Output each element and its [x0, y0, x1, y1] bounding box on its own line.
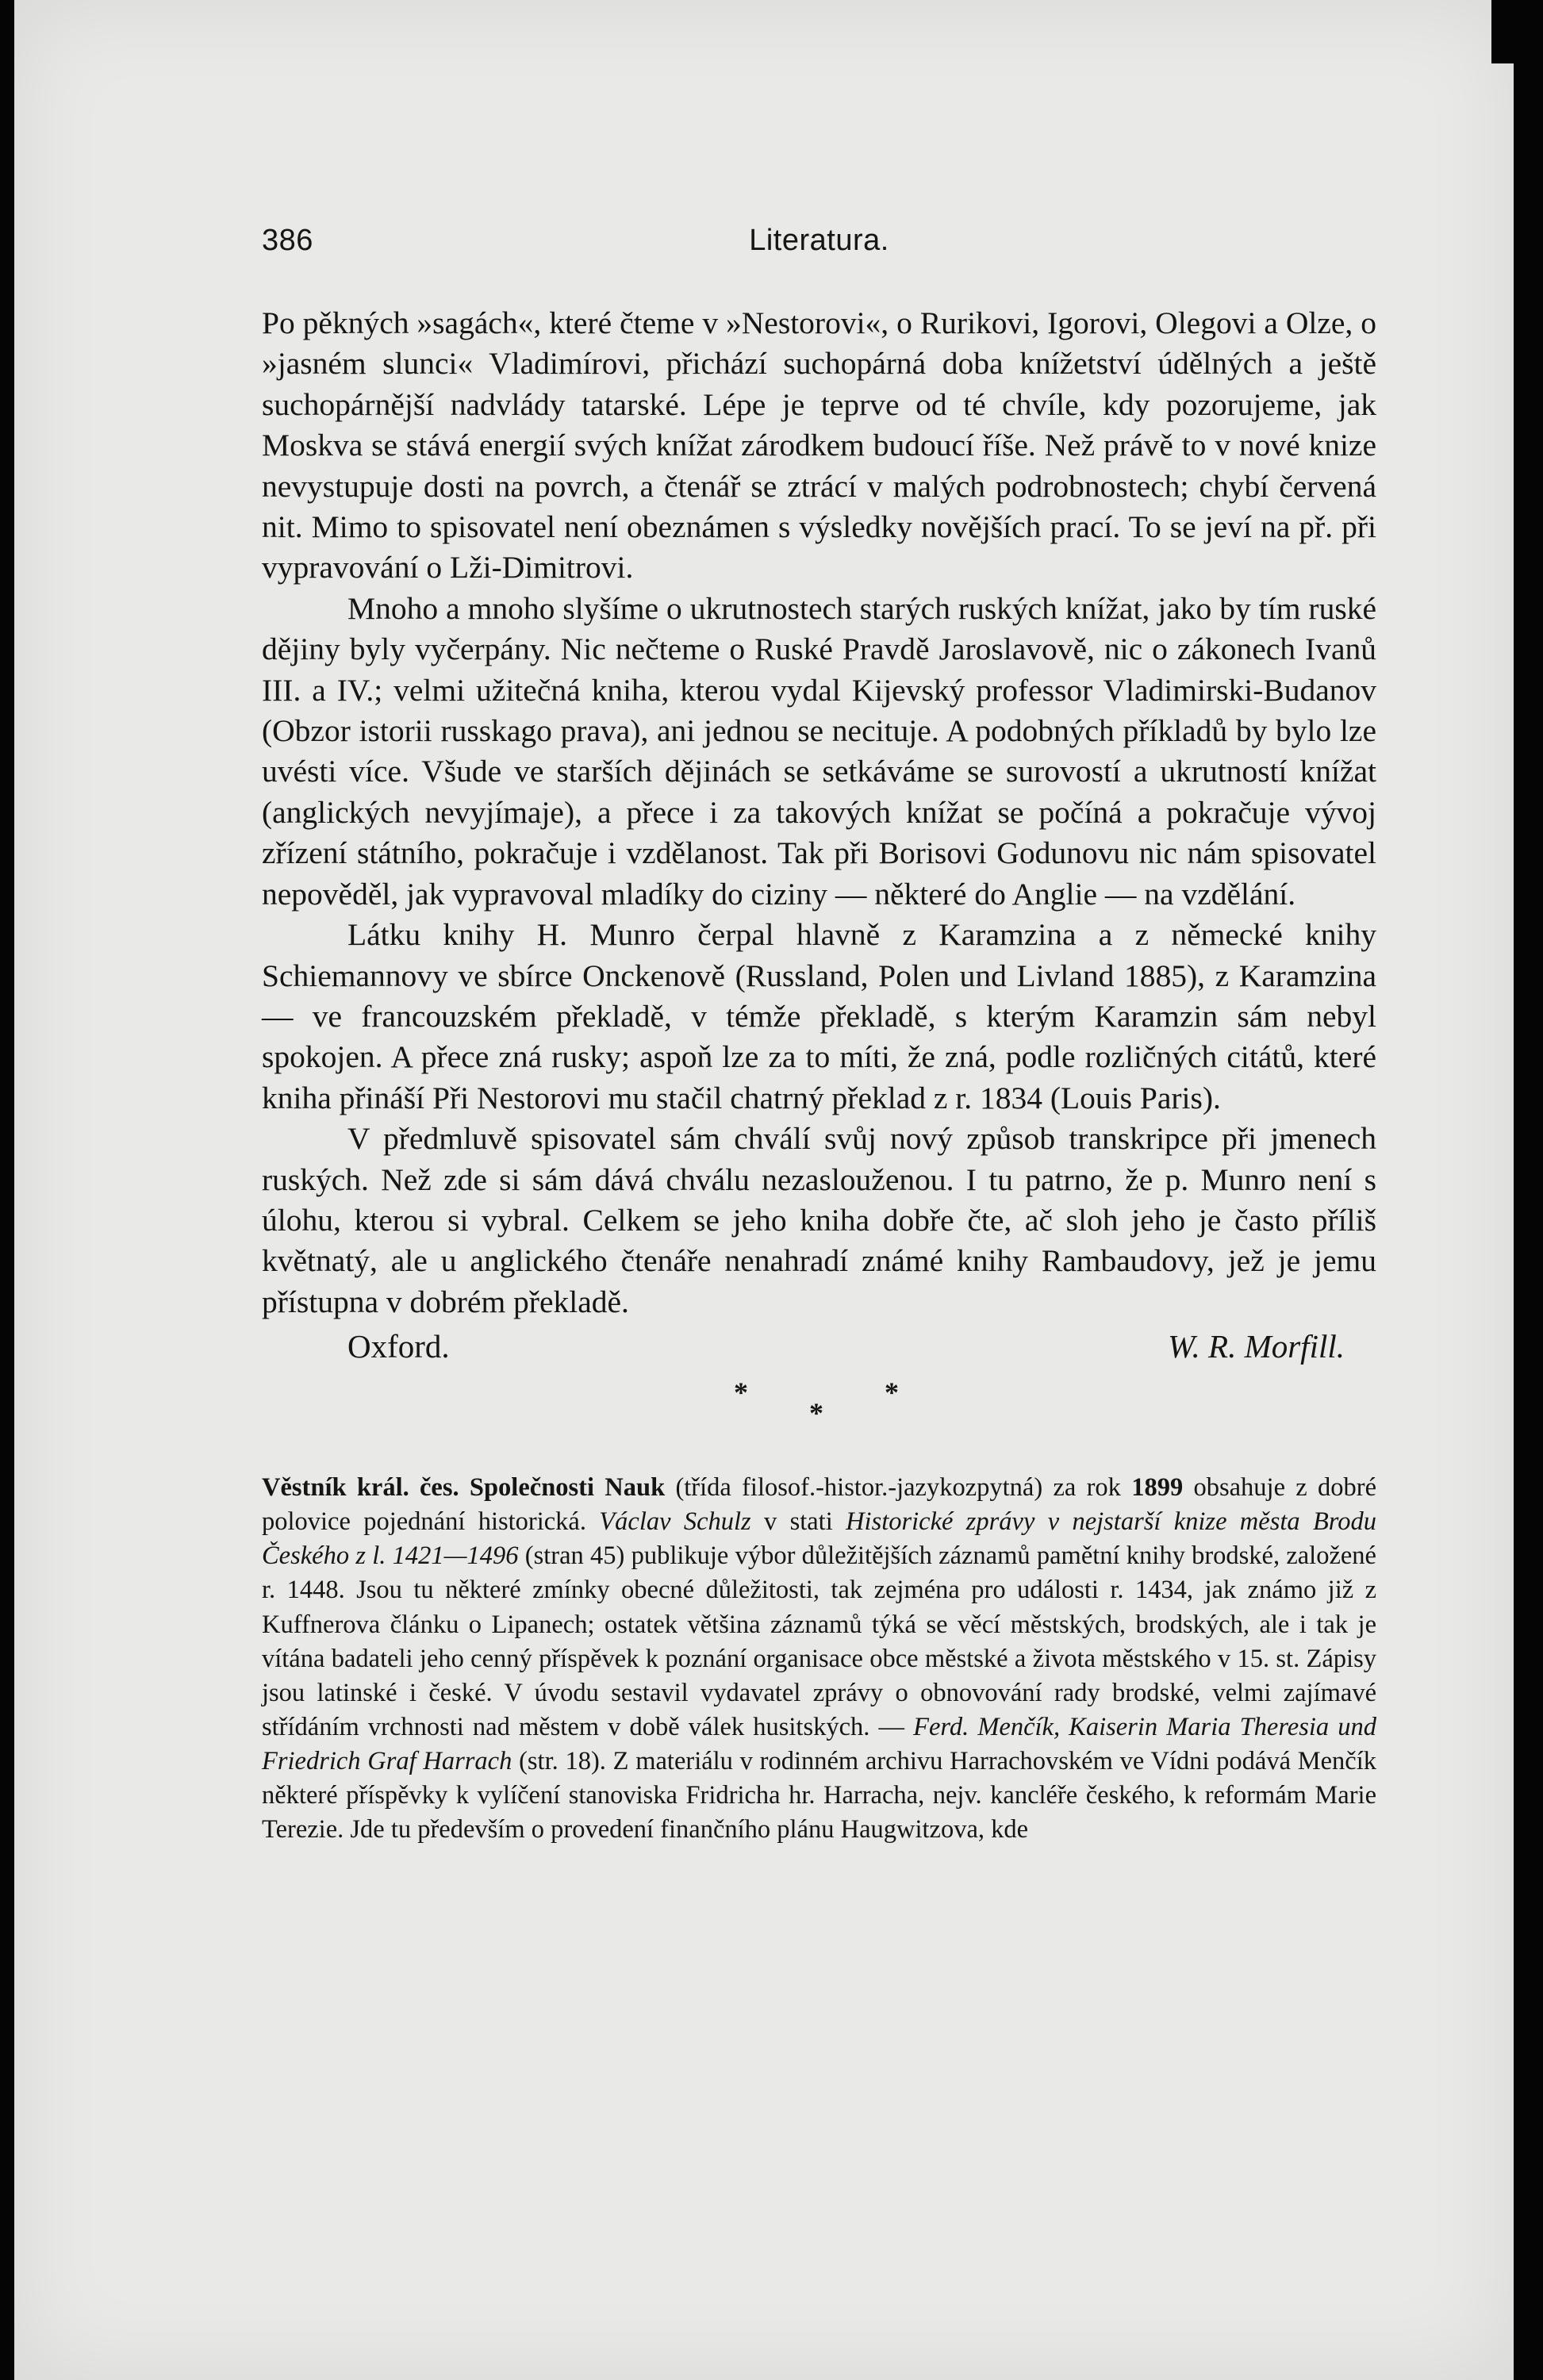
- page-number: 386: [262, 224, 313, 257]
- running-title: Literatura.: [749, 224, 889, 257]
- signature-author: W. R. Morfill.: [1168, 1328, 1345, 1365]
- notice-text-2: obsahuje z dobré polovice pojednání historická.: [262, 1473, 1376, 1537]
- notice-year: 1899: [1131, 1473, 1184, 1503]
- notice-text-3: v stati: [750, 1507, 846, 1537]
- review-paragraph-3: Látku knihy H. Munro čerpal hlavně z Karamzina a z německé knihy Schiemannovy ve sbírce Onckenově (Russland, Polen und Livland 1885), z Karamzina — ve francouzském překladě, v témže překladě, s kterým Karamzin sám nebyl spokojen. A přece zná rusky; aspoň lze za to míti, že zná, podle rozličných citátů, které kniha přináší Při Nestorovi mu stačil chatrný překlad z r. 1834 (Louis Paris).: [262, 917, 1376, 1115]
- page-header: [262, 224, 1376, 263]
- scan-border-right: [1514, 0, 1543, 2380]
- text-block: [262, 224, 1376, 1847]
- review-paragraph-1: Po pěkných »sagách«, které čteme v »Nestorovi«, o Rurikovi, Igorovi, Olegovi a Olze, o »jasném slunci« Vladimírovi, přichází suchopárná doba knížetství údělných a ještě suchopárnější nadvlády tatarské. Lépe je teprve od té chvíle, kdy pozorujeme, jak Moskva se stává energií svých knížat zárodkem budoucí říše. Než právě to v nové knize nevystupuje dosti na povrch, a čtenář se ztrácí v malých podrobnostech; chybí červená nit. Mimo to spisovatel není obeznámen s výsledky novějších prací. To se jeví na př. při vypravování o Lži-Dimitrovi.: [262, 305, 1376, 585]
- article-title-mencik: Ferd. Menčík, Kaiserin Maria Theresia und Friedrich Graf Harrach: [262, 1712, 1376, 1775]
- section-separator: [262, 1372, 1376, 1430]
- journal-notice: [262, 1471, 1376, 1847]
- asterisk-bottom: *: [809, 1397, 823, 1430]
- notice-paragraph: [262, 1471, 1376, 1847]
- notice-text-1: (třída filosof.-histor.-jazykozpytná) za rok: [665, 1473, 1132, 1503]
- scan-border-left: [0, 0, 14, 2380]
- asterisk-right: *: [885, 1376, 899, 1409]
- scan-border-corner: [1491, 0, 1543, 63]
- notice-text-4: (stran 45) publikuje výbor důležitějších záznamů pamětní knihy brodské, založené r. 1448. Jsou tu některé zmínky obecné důležitosti, tak zejména pro události r. 1434, jak známo již z Kuffnerova článku o Lipanech; ostatek většina záznamů týká se věcí městských, brodských, ale i tak je vítána badateli jeho cenný příspěvek k poznání organisace obce městské a života městského v 15. st. Zápisy jsou latinské i české. V úvodu sestavil vydavatel zprávy o obnovování rady brodské, velmi zajímavé střídáním vrchnosti nad městem v době válek husitských. —: [262, 1541, 1376, 1741]
- review-signature: [262, 1324, 1376, 1372]
- signature-place: Oxford.: [347, 1328, 450, 1365]
- article-title-schulz: Historické zprávy v nejstarší knize města Brodu Českého z l. 1421—1496: [262, 1507, 1376, 1571]
- asterisk-left: *: [734, 1376, 748, 1409]
- journal-title: Věstník král. čes. Společnosti Nauk: [262, 1473, 666, 1503]
- author-schulz: Václav Schulz: [599, 1507, 751, 1537]
- notice-text-5: (str. 18). Z materiálu v rodinném archivu Harrachovském ve Vídni podává Menčík některé příspěvky k vylíčení stanoviska Fridricha hr. Harracha, nejv. kancléře českého, k reformám Marie Terezie. Jde tu především o provedení finančního plánu Haugwitzova, kde: [262, 1746, 1376, 1844]
- book-review: [262, 303, 1376, 1372]
- review-paragraph-4: V předmluvě spisovatel sám chválí svůj nový způsob transkripce při jmenech ruských. Než zde si sám dává chválu nezaslouženou. I tu patrno, že p. Munro není s úlohu, kterou si vybral. Celkem se jeho kniha dobře čte, ač sloh jeho je často příliš květnatý, ale u anglického čtenáře nenahradí známé knihy Rambaudovy, jež je jemu přístupna v dobrém překladě.: [262, 1121, 1376, 1319]
- review-paragraph-2: Mnoho a mnoho slyšíme o ukrutnostech starých ruských knížat, jako by tím ruské dějiny byly vyčerpány. Nic nečteme o Ruské Pravdě Jaroslavově, nic o zákonech Ivanů III. a IV.; velmi užitečná kniha, kterou vydal Kijevský professor Vladimirski-Budanov (Obzor istorii russkago prava), ani jednou se necituje. A podobných příkladů by bylo lze uvésti více. Všude ve starších dějinách se setkáváme se surovostí a ukrutností knížat (anglických nevyjímaje), a přece i za takových knížat se počíná a pokračuje vývoj zřízení státního, pokračuje i vzdělanost. Tak při Borisovi Godunovu nic nám spisovatel nepověděl, jak vypravoval mladíky do ciziny — některé do Anglie — na vzdělání.: [262, 590, 1376, 912]
